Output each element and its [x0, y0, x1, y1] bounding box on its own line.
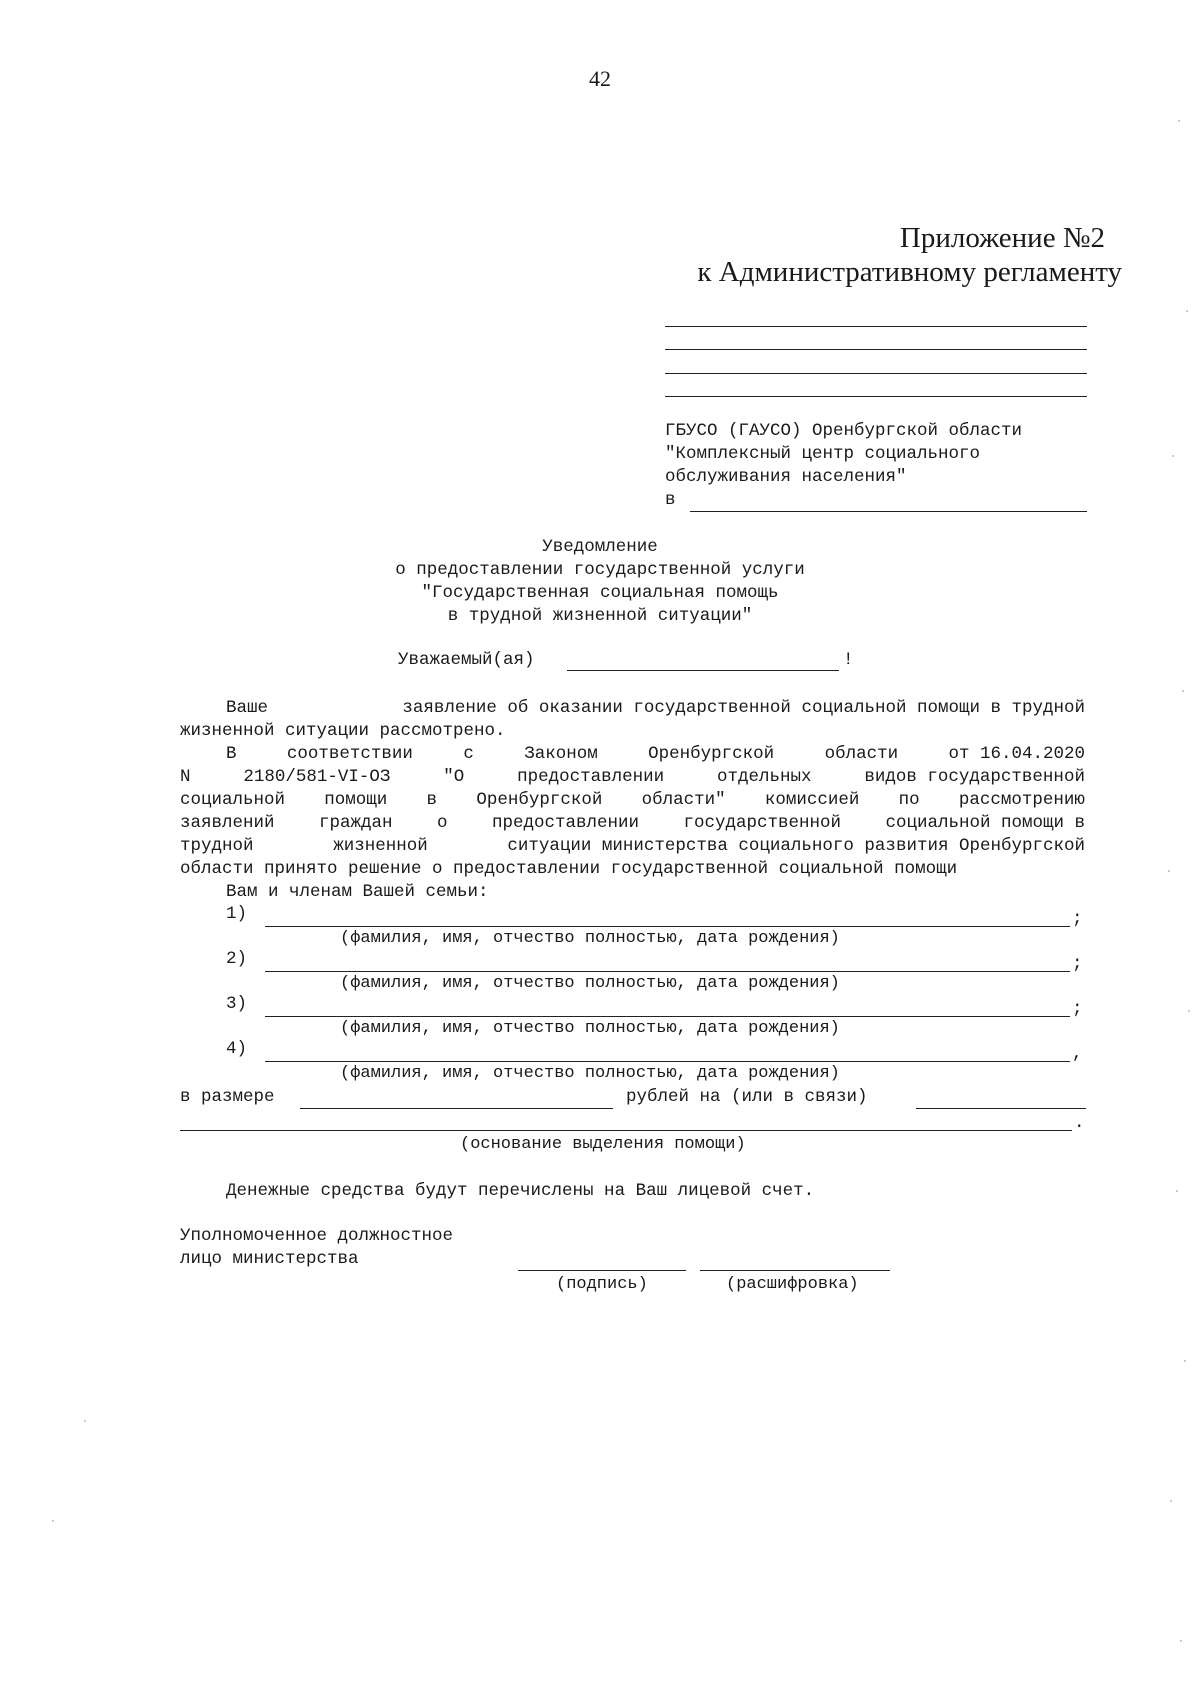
page-number: 42: [589, 66, 611, 91]
body-p1-line-2: жизненной ситуации рассмотрено.: [180, 721, 506, 741]
body-p2-line-4: заявлений граждан о предоставлении государственной социальной помощи в: [180, 813, 1085, 833]
member-3-number: 3): [226, 994, 248, 1014]
reason-end: .: [1074, 1113, 1085, 1133]
addressee-line-4: [665, 396, 1087, 397]
signature-field: [518, 1270, 686, 1271]
signature-caption: (подпись): [556, 1275, 648, 1294]
body-p2-line-5: трудной жизненной ситуации министерства социального развития Оренбургской: [180, 836, 1085, 856]
org-line-1: ГБУСО (ГАУСО) Оренбургской области: [665, 421, 1023, 441]
reason-field-start: [916, 1108, 1086, 1109]
body-p2-line-7: Вам и членам Вашей семьи:: [226, 882, 489, 902]
notice-title: Уведомление: [542, 537, 658, 557]
appendix-title: Приложение №2: [899, 222, 1105, 254]
amount-prefix: в размере: [180, 1087, 275, 1107]
appendix-subtitle: к Административному регламенту: [697, 256, 1122, 288]
amount-field: [300, 1108, 613, 1109]
member-2-caption: (фамилия, имя, отчество полностью, дата рождения): [340, 974, 840, 993]
addressee-line-3: [665, 373, 1087, 374]
member-1-end: ;: [1072, 909, 1083, 929]
member-3-caption: (фамилия, имя, отчество полностью, дата рождения): [340, 1019, 840, 1038]
member-2-end: ;: [1072, 954, 1083, 974]
member-4-number: 4): [226, 1039, 248, 1059]
org-line-2: "Комплексный центр социального: [665, 444, 981, 464]
addressee-line-2: [665, 349, 1087, 350]
member-4-caption: (фамилия, имя, отчество полностью, дата рождения): [340, 1064, 840, 1083]
amount-middle: рублей на (или в связи): [626, 1087, 868, 1107]
signatory-title-2: лицо министерства: [180, 1249, 359, 1269]
notice-subtitle-2: "Государственная социальная помощь: [421, 583, 779, 603]
notice-subtitle-3: в трудной жизненной ситуации": [447, 606, 753, 626]
member-3-end: ;: [1072, 999, 1083, 1019]
signature-decode-caption: (расшифровка): [726, 1275, 859, 1294]
member-2-number: 2): [226, 949, 248, 969]
org-line-3: обслуживания населения": [665, 467, 907, 487]
body-p2-line-2: N 2180/581-VI-ОЗ "О предоставлении отдельных видов государственной: [180, 767, 1085, 787]
body-p1-line-1: Ваше заявление об оказании государственной социальной помощи в трудной: [226, 698, 1085, 718]
member-4-end: ,: [1072, 1044, 1083, 1064]
notice-subtitle-1: о предоставлении государственной услуги: [395, 560, 805, 580]
reason-field: [180, 1130, 1072, 1131]
body-p2-line-6: области принято решение о предоставлении государственной социальной помощи: [180, 859, 958, 879]
salutation-end: !: [843, 650, 854, 670]
body-p2-line-1: В соответствии с Законом Оренбургской области от 16.04.2020: [226, 744, 1085, 764]
salutation-label: Уважаемый(ая): [398, 650, 535, 670]
org-location-field: [690, 511, 1087, 512]
reason-caption: (основание выделения помощи): [460, 1135, 746, 1154]
body-p2-line-3: социальной помощи в Оренбургской области" комиссией по рассмотрению: [180, 790, 1085, 810]
member-1-caption: (фамилия, имя, отчество полностью, дата рождения): [340, 929, 840, 948]
member-1-number: 1): [226, 904, 248, 924]
addressee-line-1: [665, 326, 1087, 327]
transfer-note: Денежные средства будут перечислены на Ваш лицевой счет.: [226, 1181, 815, 1201]
org-in-prefix: в: [665, 490, 676, 510]
signature-decode-field: [700, 1270, 890, 1271]
salutation-name-field: [567, 670, 839, 671]
signatory-title-1: Уполномоченное должностное: [180, 1226, 454, 1246]
